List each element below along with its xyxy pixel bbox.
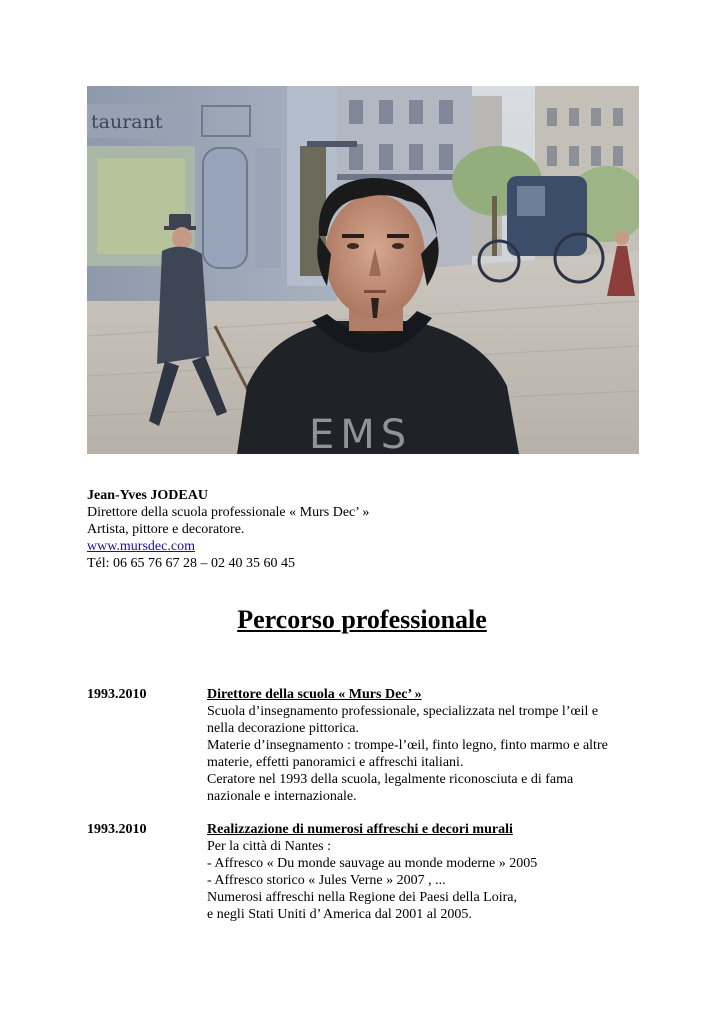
section-title: Percorso professionale (237, 605, 487, 634)
entry-line: Ceratore nel 1993 della scuola, legalmente riconosciuta e di fama (207, 772, 574, 787)
entry-years: 1993.2010 (87, 687, 147, 702)
person-name: Jean-Yves JODEAU (87, 488, 208, 503)
entry-line: Numerosi affreschi nella Regione dei Paesi della Loira, (207, 890, 517, 905)
entry-heading: Direttore della scuola « Murs Dec’ » (207, 687, 422, 702)
entry-line: materie, effetti panoramici e affreschi italiani. (207, 755, 464, 770)
entry-heading: Realizzazione di numerosi affreschi e decori murali (207, 822, 513, 837)
phone-number: Tél: 06 65 76 67 28 – 02 40 35 60 45 (87, 556, 296, 571)
entry-line: Per la città di Nantes : (207, 839, 332, 854)
portrait-photo (87, 86, 639, 454)
contact-block (87, 487, 369, 572)
mural-sign-text: taurant (91, 111, 163, 133)
entry-years: 1993.2010 (87, 822, 147, 837)
entry-line: nella decorazione pittorica. (207, 721, 359, 736)
entry-line: Scuola d’insegnamento professionale, specializzata nel trompe l’œil e (207, 704, 599, 719)
hoodie-lettering: EMS (309, 412, 413, 454)
entry-line: Materie d’insegnamento : trompe-l’œil, finto legno, finto marmo e altre (207, 738, 608, 753)
entry-line: e negli Stati Uniti d’ America dal 2001 al 2005. (207, 907, 472, 922)
entry-line: - Affresco « Du monde sauvage au monde moderne » 2005 (207, 856, 538, 871)
person-profession: Artista, pittore e decoratore. (87, 522, 245, 537)
website-link[interactable]: www.mursdec.com (87, 539, 195, 554)
entry-body (207, 686, 647, 805)
entry-line: - Affresco storico « Jules Verne » 2007 , ... (207, 873, 446, 888)
entry-line: nazionale e internazionale. (207, 789, 357, 804)
entry-body (207, 821, 647, 923)
person-role: Direttore della scuola professionale « Murs Dec’ » (87, 505, 370, 520)
